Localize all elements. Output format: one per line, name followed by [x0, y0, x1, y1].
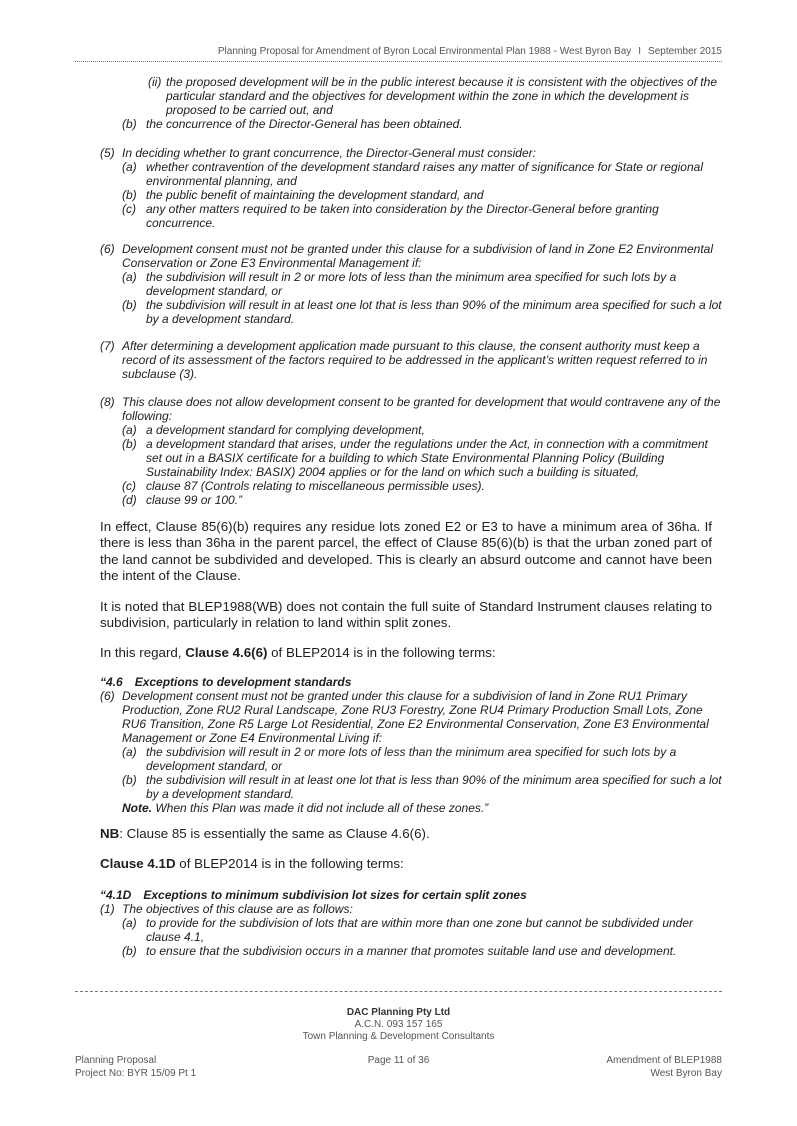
footer-document-type: Planning Proposal — [75, 1055, 157, 1066]
item-text: any other matters required to be taken into consideration by the Director-General before granting concurrence. — [146, 202, 659, 230]
item-text: the proposed development will be in the public interest because it is consistent with the objectives of the particular standard and the objectives for development within the zone in which the development is proposed to be carried out, and — [166, 75, 717, 117]
header-date: September 2015 — [648, 46, 722, 57]
footer-left — [75, 1054, 196, 1080]
subclause-text: Development consent must not be granted under this clause for a subdivision of land in Zone E2 Environmental Conservation or Zone E3 Environmental Management if: — [122, 242, 714, 270]
paragraph-text: of BLEP2014 is in the following terms: — [271, 645, 496, 660]
clause-item — [100, 437, 722, 479]
item-label: (b) — [122, 298, 137, 312]
clause-item — [100, 270, 722, 298]
clause-title: Exceptions to development standards — [134, 675, 352, 689]
paragraph-text: : Clause 85 is essentially the same as Clause 4.6(6). — [119, 826, 430, 841]
clause-item — [100, 944, 722, 958]
clause-heading — [100, 888, 722, 902]
subclause-lead — [100, 689, 722, 745]
item-label: (b) — [122, 773, 137, 787]
clause-item — [100, 479, 722, 493]
paragraph-it-is-noted: It is noted that BLEP1988(WB) does not contain the full suite of Standard Instrument clauses relating to subdivision, particularly in relation to land within split zones. — [100, 599, 712, 631]
subclause-lead — [100, 902, 722, 916]
subclause-label: (6) — [100, 689, 115, 703]
company-tagline: Town Planning & Development Consultants — [302, 1031, 495, 1042]
subclause-label: (8) — [100, 395, 115, 409]
subclause-label: (6) — [100, 242, 115, 256]
paragraph-nb — [100, 826, 712, 842]
clause-item — [100, 117, 722, 131]
footer-plan-name: Amendment of BLEP1988 — [606, 1055, 722, 1066]
page-number: Page 11 of 36 — [367, 1055, 430, 1066]
subclause-lead — [100, 242, 722, 270]
clause-item — [100, 423, 722, 437]
clause-4-1d-quote — [100, 888, 722, 958]
item-label: (a) — [122, 160, 137, 174]
item-text: the public benefit of maintaining the development standard, and — [146, 188, 484, 202]
item-label: (d) — [122, 493, 137, 507]
item-text: the concurrence of the Director-General has been obtained. — [146, 117, 463, 131]
clause-reference: Clause 4.1D — [100, 856, 176, 871]
clause-item — [100, 188, 722, 202]
clause-number: “4.6 — [100, 675, 123, 689]
clause-item — [100, 75, 722, 117]
nb-label: NB — [100, 826, 120, 841]
subclause-5 — [100, 146, 722, 230]
subclause-label: (5) — [100, 146, 115, 160]
footer-rule — [75, 991, 722, 992]
item-label: (a) — [122, 745, 137, 759]
subclause-6 — [100, 242, 722, 326]
clause-heading — [100, 675, 722, 689]
paragraph-in-effect: In effect, Clause 85(6)(b) requires any residue lots zoned E2 or E3 to have a minimum area of 36ha. If there is less than 36ha in the parent parcel, the effect of Clause 85(6)(b) is that the urban zoned part of the land cannot be subdivided and developed. This is clearly an absurd outcome and cannot have been the intent of the Clause. — [100, 519, 712, 584]
item-text: the subdivision will result in 2 or more lots of less than the minimum area specified for such lots by a development standard, or — [146, 745, 677, 773]
clause-item — [100, 298, 722, 326]
footer-company-block — [75, 1007, 722, 1043]
subclause-text: This clause does not allow development consent to be granted for development that would contravene any of the following: — [122, 395, 721, 423]
company-acn: A.C.N. 093 157 165 — [354, 1019, 443, 1030]
clause-item — [100, 773, 722, 801]
item-label: (ii) — [148, 75, 162, 89]
item-text: a development standard for complying development, — [146, 423, 425, 437]
item-text: to provide for the subdivision of lots that are within more than one zone but cannot be subdivided under clause 4.1, — [146, 916, 694, 944]
footer-right — [606, 1054, 722, 1080]
clause-item — [100, 916, 722, 944]
paragraph-text: In this regard, — [100, 645, 182, 660]
clause-item — [100, 160, 722, 188]
clause-item — [100, 202, 722, 230]
subclause-label: (7) — [100, 339, 115, 353]
clause-4-6-quote — [100, 675, 722, 815]
clause-reference: Clause 4.6(6) — [185, 645, 268, 660]
item-label: (b) — [122, 437, 137, 451]
header-separator: I — [638, 46, 642, 57]
paragraph-clause-4-1d-intro — [100, 856, 712, 872]
item-label: (b) — [122, 117, 137, 131]
item-label: (b) — [122, 188, 137, 202]
running-header — [218, 46, 722, 58]
clause-title: Exceptions to minimum subdivision lot sizes for certain split zones — [143, 888, 527, 902]
company-name: DAC Planning Pty Ltd — [346, 1007, 451, 1018]
note-text: When this Plan was made it did not include all of these zones.” — [155, 801, 489, 815]
subclause-label: (1) — [100, 902, 115, 916]
subclause-text: The objectives of this clause are as follows: — [122, 902, 353, 916]
item-label: (a) — [122, 270, 137, 284]
header-rule — [75, 61, 722, 62]
item-text: a development standard that arises, under the regulations under the Act, in connection with a commitment set out in a BASIX certificate for a building to which State Environmental Planning Policy (Building Sustainability Index: BASIX) 2004 applies or for the land on which such a building is situated, — [146, 437, 708, 479]
subclause-text: Development consent must not be granted under this clause for a subdivision of land in Zone RU1 Primary Production, Zone RU2 Rural Landscape, Zone RU3 Forestry, Zone RU4 Primary Production Small Lots, Zone RU6 Transition, Zone R5 Large Lot Residential, Zone E2 Environmental Conservation, Zone E3 Environmental Management or Zone E4 Environmental Living if: — [122, 689, 709, 745]
clause-note — [100, 801, 722, 815]
item-text: the subdivision will result in 2 or more lots of less than the minimum area specified for such lots by a development standard, or — [146, 270, 677, 298]
item-text: clause 87 (Controls relating to miscellaneous permissible uses). — [146, 479, 485, 493]
header-title: Planning Proposal for Amendment of Byron Local Environmental Plan 1988 - West Byron Bay — [217, 46, 632, 57]
item-label: (a) — [122, 423, 137, 437]
item-text: whether contravention of the development standard raises any matter of significance for State or regional environmental planning, and — [146, 160, 703, 188]
item-label: (b) — [122, 944, 137, 958]
subclause-lead — [100, 146, 722, 160]
subclause-lead — [100, 395, 722, 423]
item-label: (c) — [122, 202, 136, 216]
note-label: Note. — [122, 801, 152, 815]
paragraph-in-this-regard — [100, 645, 712, 661]
paragraph-text: of BLEP2014 is in the following terms: — [179, 856, 404, 871]
footer-project-number: Project No: BYR 15/09 Pt 1 — [75, 1068, 197, 1079]
subclause-text: In deciding whether to grant concurrence, the Director-General must consider: — [122, 146, 536, 160]
subclause-text: After determining a development application made pursuant to this clause, the consent authority must keep a record of its assessment of the factors required to be addressed in the applicant’s written request referred to in subclause (3). — [122, 339, 708, 381]
clause-number: “4.1D — [100, 888, 132, 902]
item-text: the subdivision will result in at least one lot that is less than 90% of the minimum area specified for such a lot by a development standard. — [146, 298, 722, 326]
clause-item — [100, 745, 722, 773]
footer-location: West Byron Bay — [650, 1068, 722, 1079]
subclause-7 — [100, 339, 722, 381]
quoted-clause-continuation — [100, 75, 722, 131]
item-text: to ensure that the subdivision occurs in a manner that promotes suitable land use and development. — [146, 944, 677, 958]
item-text: clause 99 or 100.” — [146, 493, 243, 507]
clause-item — [100, 493, 722, 507]
subclause-8 — [100, 395, 722, 507]
item-label: (a) — [122, 916, 137, 930]
subclause-lead — [100, 339, 722, 381]
item-label: (c) — [122, 479, 136, 493]
item-text: the subdivision will result in at least one lot that is less than 90% of the minimum area specified for such a lot by a development standard. — [146, 773, 722, 801]
